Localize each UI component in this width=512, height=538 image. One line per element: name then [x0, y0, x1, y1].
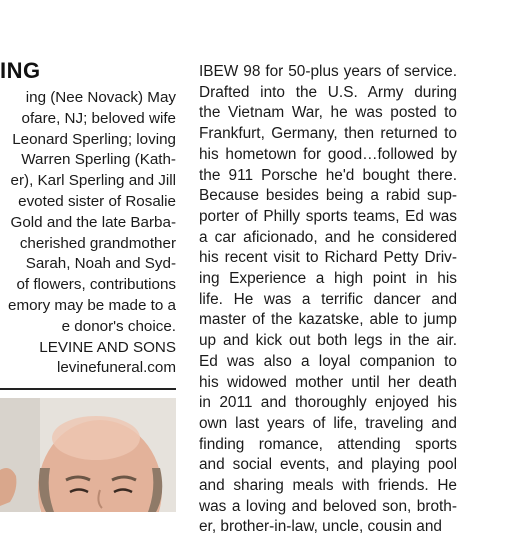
text-line: evoted sister of Rosalie	[18, 192, 176, 210]
text-line: emory may be made to a	[8, 296, 176, 314]
text-line: master of the kazatske, able to jump	[199, 311, 457, 329]
text-line: ofare, NJ; beloved wife	[21, 109, 176, 127]
column-divider	[0, 388, 176, 390]
text-line: own last years of life, traveling and	[199, 414, 457, 432]
text-line: e donor's choice.	[61, 317, 176, 335]
text-line: Because besides being a rabid sup-	[199, 187, 457, 205]
text-line: er), Karl Sperling and Jill	[10, 172, 176, 190]
funeral-home-website: levinefuneral.com	[56, 359, 176, 377]
text-line: Drafted into the U.S. Army during	[199, 83, 457, 101]
text-line: er, brother-in-law, uncle, cousin and	[199, 518, 442, 536]
text-line: life. He was a terrific dancer and	[199, 290, 457, 308]
right-column-text	[199, 62, 457, 538]
text-line: Ed was also a loyal companion to	[199, 352, 457, 370]
text-line: in 2011 and thoroughly enjoyed his	[199, 394, 457, 412]
text-line: ing Experience a high point in his	[199, 270, 457, 288]
text-line: finding romance, attending sports	[199, 435, 457, 453]
funeral-home-name: LEVINE AND SONS	[39, 338, 176, 356]
text-line: his widowed mother until her death	[199, 373, 457, 391]
text-line: IBEW 98 for 50-plus years of service.	[199, 63, 457, 80]
text-line: ing (Nee Novack) May	[25, 89, 176, 106]
text-line: the Vietnam War, he was posted to	[199, 104, 457, 122]
text-line: Sarah, Noah and Syd-	[25, 255, 176, 273]
portrait-photo	[0, 398, 176, 512]
text-line: the 911 Porsche he'd bought there.	[199, 166, 457, 184]
text-line: a car aficionado, and he considered	[199, 228, 457, 246]
text-line: and sharing meals with friends. He	[199, 477, 457, 495]
text-line: Warren Sperling (Kath-	[21, 151, 176, 169]
obituary-heading: ING	[0, 58, 41, 83]
text-line: of flowers, contributions	[16, 276, 176, 294]
portrait-photo-icon	[0, 398, 176, 512]
text-line: Gold and the late Barba-	[10, 213, 176, 231]
left-column-text	[0, 88, 176, 379]
text-line: Leonard Sperling; loving	[12, 130, 176, 148]
text-line: and social events, and playing pool	[199, 456, 457, 474]
text-line: his recent visit to Richard Petty Driv-	[199, 249, 457, 267]
text-line: cherished grandmother	[19, 234, 176, 252]
text-line: his hometown for good…followed by	[199, 145, 457, 163]
text-line: up and kick out both legs in the air.	[199, 332, 457, 350]
text-line: porter of Philly sports teams, Ed was	[199, 207, 457, 225]
text-line: was a loving and beloved son, broth-	[199, 497, 457, 515]
text-line: Frankfurt, Germany, then returned to	[199, 125, 457, 143]
